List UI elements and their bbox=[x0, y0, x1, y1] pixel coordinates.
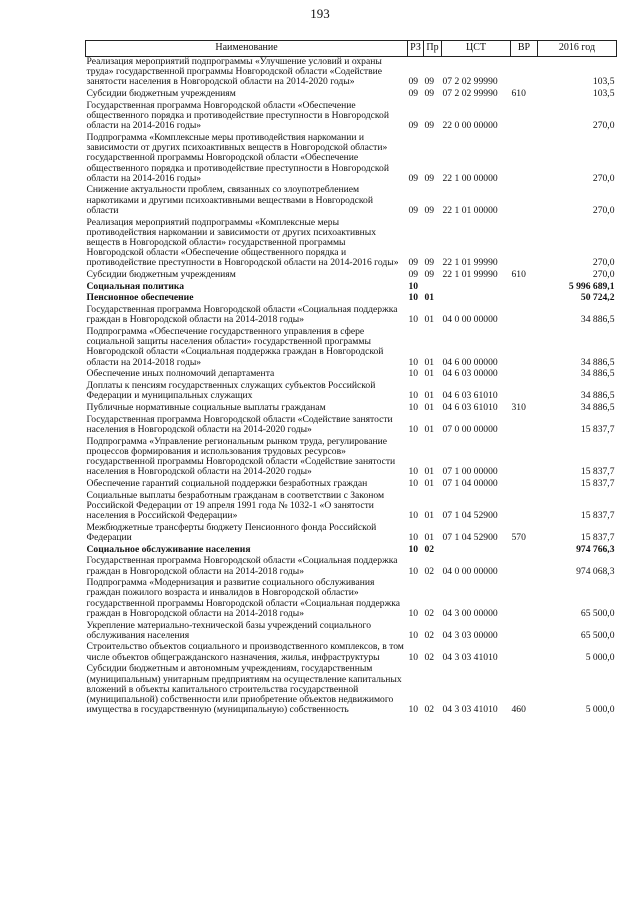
row-amount: 103,5 bbox=[592, 76, 615, 88]
row-amount: 34 886,5 bbox=[580, 314, 615, 326]
row-cst bbox=[442, 545, 511, 557]
row-cst: 04 6 03 61010 bbox=[442, 402, 498, 413]
row-cst: 07 1 04 52900 bbox=[442, 510, 498, 522]
row-name: Субсидии бюджетным учреждениям bbox=[86, 88, 236, 100]
row-rz: 09 bbox=[408, 204, 419, 216]
table-row bbox=[86, 57, 617, 90]
row-amount: 65 500,0 bbox=[580, 607, 615, 619]
row-name: Обеспечение иных полномочий департамента bbox=[86, 368, 275, 380]
row-vr bbox=[511, 293, 538, 305]
row-name: Межбюджетные трансферты бюджету Пенсионного фонда Российской Федерации bbox=[86, 521, 377, 543]
row-pr: 01 bbox=[424, 466, 435, 478]
header-cst: ЦСТ bbox=[442, 41, 511, 57]
row-amount: 15 837,7 bbox=[580, 423, 615, 435]
row-cst bbox=[442, 282, 511, 294]
row-vr: 460 bbox=[511, 704, 526, 716]
row-rz: 09 bbox=[408, 120, 419, 132]
row-vr bbox=[511, 491, 538, 523]
row-vr bbox=[511, 369, 538, 381]
row-cst: 22 1 01 00000 bbox=[442, 204, 498, 216]
row-cst: 22 1 00 00000 bbox=[442, 172, 498, 184]
row-pr: 09 bbox=[424, 120, 435, 132]
row-cst bbox=[442, 293, 511, 305]
table-row bbox=[86, 642, 617, 664]
table-row bbox=[86, 491, 617, 523]
row-cst: 04 0 00 00000 bbox=[442, 314, 498, 326]
budget-table bbox=[85, 40, 617, 717]
row-name: Строительство объектов социального и производственного комплексов, в том числе объектов общегражданского назначения, жилья, инфраструктуры bbox=[86, 641, 404, 663]
row-cst: 07 2 02 99990 bbox=[442, 76, 498, 88]
row-name: Государственная программа Новгородской области «Социальная поддержка граждан в Новгородской области на 2014-2018 годы» bbox=[86, 555, 398, 577]
row-rz: 10 bbox=[408, 510, 419, 522]
row-vr bbox=[511, 133, 538, 186]
row-vr bbox=[511, 642, 538, 664]
header-year: 2016 год bbox=[538, 41, 617, 57]
row-vr bbox=[511, 185, 538, 217]
row-amount: 15 837,7 bbox=[580, 510, 615, 522]
row-vr bbox=[511, 621, 538, 643]
row-pr: 09 bbox=[424, 204, 435, 216]
row-name: Подпрограмма «Обеспечение государственного управления в сфере социальной защиты населения области» государственной программы Новгородской области «Социальная поддержка граждан в Новгородской области на 2014-2018 годы» bbox=[86, 326, 384, 368]
table-row bbox=[86, 578, 617, 620]
row-cst: 22 1 01 99990 bbox=[442, 269, 498, 281]
row-amount: 34 886,5 bbox=[580, 368, 615, 380]
row-vr bbox=[511, 415, 538, 437]
row-amount: 270,0 bbox=[592, 172, 615, 184]
row-amount: 974 068,3 bbox=[576, 565, 615, 577]
header-pr: Пр bbox=[424, 41, 442, 57]
row-amount: 5 996 689,1 bbox=[568, 280, 615, 292]
row-pr: 02 bbox=[424, 704, 435, 716]
row-cst: 07 2 02 99990 bbox=[442, 88, 498, 100]
row-amount: 103,5 bbox=[592, 88, 615, 100]
row-vr bbox=[511, 578, 538, 620]
row-vr bbox=[511, 327, 538, 369]
row-amount: 15 837,7 bbox=[580, 531, 615, 543]
row-pr: 09 bbox=[424, 269, 435, 281]
row-pr: 01 bbox=[424, 531, 435, 543]
row-vr bbox=[511, 57, 538, 90]
row-rz: 10 bbox=[408, 368, 419, 380]
row-amount: 5 000,0 bbox=[585, 651, 615, 663]
page-number: 193 bbox=[310, 6, 330, 21]
row-amount: 270,0 bbox=[592, 269, 615, 281]
row-cst: 04 6 03 61010 bbox=[442, 390, 498, 402]
table-row bbox=[86, 133, 617, 186]
row-pr: 02 bbox=[424, 607, 435, 619]
row-rz: 10 bbox=[408, 607, 419, 619]
row-pr: 02 bbox=[424, 565, 435, 577]
table-row bbox=[86, 556, 617, 578]
table-row bbox=[86, 270, 617, 282]
row-amount: 34 886,5 bbox=[580, 390, 615, 402]
row-vr: 570 bbox=[511, 531, 526, 543]
row-pr: 01 bbox=[424, 390, 435, 402]
row-cst: 04 3 03 41010 bbox=[442, 651, 498, 663]
table-row bbox=[86, 523, 617, 545]
row-rz: 10 bbox=[408, 629, 419, 641]
row-rz: 10 bbox=[408, 704, 419, 716]
row-rz: 10 bbox=[408, 466, 419, 478]
table-row bbox=[86, 305, 617, 327]
row-amount: 5 000,0 bbox=[585, 704, 615, 716]
row-amount: 34 886,5 bbox=[580, 356, 615, 368]
row-pr: 09 bbox=[424, 88, 435, 100]
table-row bbox=[86, 381, 617, 403]
table-row bbox=[86, 621, 617, 643]
table-row bbox=[86, 185, 617, 217]
row-name: Укрепление материально-технической базы учреждений социального обслуживания населения bbox=[86, 619, 372, 641]
row-cst: 07 1 04 52900 bbox=[442, 531, 498, 543]
table-row bbox=[86, 218, 617, 271]
row-vr bbox=[511, 545, 538, 557]
row-amount: 15 837,7 bbox=[580, 466, 615, 478]
row-pr: 09 bbox=[424, 257, 435, 269]
row-vr bbox=[511, 101, 538, 133]
row-pr: 09 bbox=[424, 172, 435, 184]
row-name: Подпрограмма «Управление региональным рынком труда, регулирование процессов формирования и использования трудовых ресурсов» государственной программы Новгородской области «Содействие занятости населения в Новгородской области на 2014-2020 годы» bbox=[86, 435, 396, 478]
row-pr: 01 bbox=[424, 292, 435, 304]
row-amount: 65 500,0 bbox=[580, 629, 615, 641]
table-body bbox=[86, 57, 617, 717]
row-vr bbox=[511, 218, 538, 271]
row-vr bbox=[511, 479, 538, 491]
row-pr: 09 bbox=[424, 76, 435, 88]
row-vr: 610 bbox=[511, 88, 526, 100]
table-row bbox=[86, 664, 617, 717]
row-rz: 09 bbox=[408, 257, 419, 269]
row-vr bbox=[511, 282, 538, 294]
header-rz: РЗ bbox=[408, 41, 424, 57]
table-row bbox=[86, 327, 617, 369]
row-rz: 09 bbox=[408, 269, 419, 281]
row-amount: 974 766,3 bbox=[576, 543, 615, 555]
table-row bbox=[86, 437, 617, 479]
row-rz: 09 bbox=[408, 172, 419, 184]
row-name: Субсидии бюджетным учреждениям bbox=[86, 269, 236, 281]
row-rz: 10 bbox=[408, 292, 419, 304]
header-name: Наименование bbox=[86, 41, 408, 57]
row-rz: 10 bbox=[408, 565, 419, 577]
row-rz: 10 bbox=[408, 651, 419, 663]
row-rz: 10 bbox=[408, 477, 419, 489]
row-pr: 01 bbox=[424, 368, 435, 380]
header-vr: ВР bbox=[511, 41, 538, 57]
row-cst: 07 1 00 00000 bbox=[442, 466, 498, 478]
row-amount: 50 724,2 bbox=[580, 292, 615, 304]
row-rz: 09 bbox=[408, 76, 419, 88]
row-rz: 10 bbox=[408, 280, 419, 292]
row-amount: 270,0 bbox=[592, 204, 615, 216]
row-vr: 610 bbox=[511, 269, 526, 281]
row-rz: 10 bbox=[408, 402, 419, 413]
row-name: Реализация мероприятий подпрограммы «Улучшение условий и охраны труда» государственной программы Новгородской области «Содействие занятости населения в Новгородской области на 2014-2020 годы» bbox=[86, 56, 383, 88]
row-pr: 02 bbox=[424, 629, 435, 641]
table-header-row bbox=[86, 41, 617, 57]
row-rz: 10 bbox=[408, 356, 419, 368]
row-name: Социальная политика bbox=[86, 280, 185, 292]
row-pr: 01 bbox=[424, 423, 435, 435]
row-name: Социальное обслуживание населения bbox=[86, 543, 251, 555]
row-amount: 270,0 bbox=[592, 120, 615, 132]
table-row bbox=[86, 415, 617, 437]
row-name: Социальные выплаты безработным гражданам в соответствии с Законом Российской Федерации от 19 апреля 1991 года № 1032-1 «О занятости населения в Российской Федерации» bbox=[86, 489, 385, 522]
row-name: Пенсионное обеспечение bbox=[86, 292, 194, 304]
row-rz: 10 bbox=[408, 423, 419, 435]
row-amount: 270,0 bbox=[592, 257, 615, 269]
row-name: Государственная программа Новгородской области «Социальная поддержка граждан в Новгородской области на 2014-2018 годы» bbox=[86, 304, 398, 326]
row-vr bbox=[511, 305, 538, 327]
row-vr bbox=[511, 437, 538, 479]
row-name: Публичные нормативные социальные выплаты гражданам bbox=[86, 402, 326, 413]
row-name: Доплаты к пенсиям государственных служащих субъектов Российской Федерации и муниципальных служащих bbox=[86, 380, 376, 402]
row-name: Снижение актуальности проблем, связанных со злоупотреблением наркотиками и другими психоактивными веществами в Новгородской области bbox=[86, 184, 373, 216]
row-cst: 22 1 01 99990 bbox=[442, 257, 498, 269]
row-name: Государственная программа Новгородской области «Обеспечение общественного порядка и противодействие преступности в Новгородской области на 2014-2016 годы» bbox=[86, 99, 389, 132]
row-cst: 07 1 04 00000 bbox=[442, 477, 498, 489]
row-cst: 04 0 00 00000 bbox=[442, 565, 498, 577]
row-cst: 04 3 03 00000 bbox=[442, 629, 498, 641]
row-cst: 04 6 03 00000 bbox=[442, 368, 498, 380]
row-pr: 01 bbox=[424, 314, 435, 326]
table-row bbox=[86, 101, 617, 133]
row-rz: 10 bbox=[408, 543, 419, 555]
row-name: Государственная программа Новгородской области «Содействие занятости населения в Новгородской области на 2014-2020 годы» bbox=[86, 413, 393, 435]
row-cst: 04 6 00 00000 bbox=[442, 356, 498, 368]
row-vr bbox=[511, 381, 538, 403]
row-amount: 15 837,7 bbox=[580, 477, 615, 489]
row-rz: 10 bbox=[408, 531, 419, 543]
row-rz: 10 bbox=[408, 314, 419, 326]
row-pr: 01 bbox=[424, 510, 435, 522]
row-pr: 01 bbox=[424, 402, 435, 413]
row-rz: 10 bbox=[408, 390, 419, 402]
row-name: Субсидии бюджетным и автономным учреждениям, государственным (муниципальным) унитарным предприятиям на осуществление капитальных вложений в объекты капитального строительства государственной (муниципальной) собственности или приобретение объектов недвижимого имущества в государственную (муниципальную) собственность bbox=[86, 663, 402, 716]
row-name: Подпрограмма «Комплексные меры противодействия наркомании и зависимости от других психоактивных веществ в Новгородской области» государственной программы Новгородской области «Обеспечение общественного порядка и противодействие преступности в Новгородской области на 2014-2016 годы» bbox=[86, 131, 389, 184]
row-cst: 07 0 00 00000 bbox=[442, 423, 498, 435]
row-pr: 01 bbox=[424, 356, 435, 368]
row-pr: 02 bbox=[424, 651, 435, 663]
table-row bbox=[86, 403, 617, 415]
row-cst: 04 3 03 41010 bbox=[442, 704, 498, 716]
row-vr: 310 bbox=[511, 402, 526, 413]
row-pr: 01 bbox=[424, 477, 435, 489]
row-pr: 02 bbox=[424, 543, 435, 555]
row-cst: 04 3 00 00000 bbox=[442, 607, 498, 619]
row-name: Подпрограмма «Модернизация и развитие социального обслуживания граждан пожилого возраста и инвалидов в Новгородской области» государственной программы Новгородской области «Социальная поддержка граждан в Новгородской области на 2014-2018 годы» bbox=[86, 577, 400, 619]
row-rz: 09 bbox=[408, 88, 419, 100]
row-vr bbox=[511, 556, 538, 578]
row-name: Обеспечение гарантий социальной поддержки безработных граждан bbox=[86, 477, 368, 489]
row-cst: 22 0 00 00000 bbox=[442, 120, 498, 132]
table-row bbox=[86, 479, 617, 491]
row-amount: 34 886,5 bbox=[580, 402, 615, 413]
row-name: Реализация мероприятий подпрограммы «Комплексные меры противодействия наркомании и зависимости от других психоактивных веществ в Новгородской области» государственной программы Новгородской области «Обеспечение общественного порядка и противодействие преступности в Новгородской области на 2014-2016 годы» bbox=[86, 216, 399, 269]
